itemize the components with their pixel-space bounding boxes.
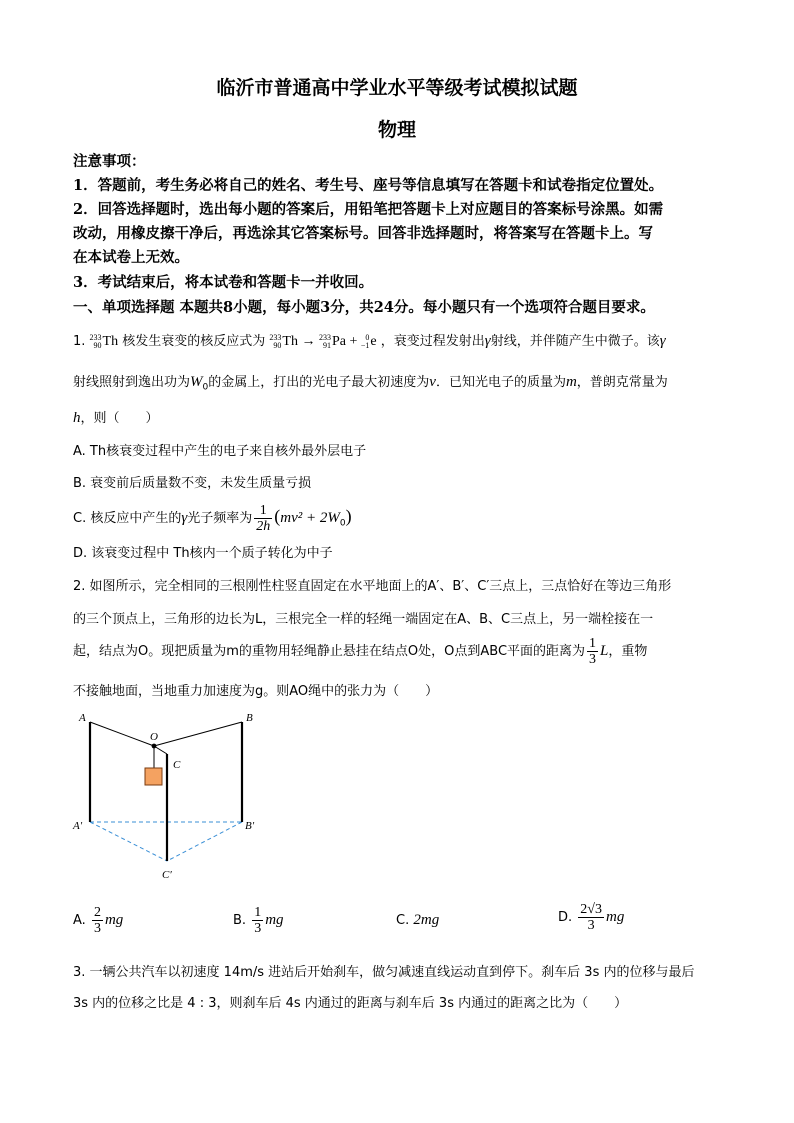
q1-option-a: A. Th核衰变过程中产生的电子来自核外最外层电子 [73, 444, 367, 459]
q3-stem-line2: 3s 内的位移之比是 4 : 3，则刹车后 4s 内通过的距离与刹车后 3s 内通过的距离之比为（ ） [73, 996, 628, 1011]
rope-bo [154, 722, 242, 746]
knot-o [152, 744, 157, 749]
label-o: O [150, 731, 158, 743]
q1-option-b: B. 衰变前后质量数不变，未发生质量亏损 [73, 476, 312, 491]
arrow-icon: → [297, 334, 319, 349]
q1-stem-line3: h，则（ ） [73, 410, 159, 426]
reaction-equation: 233 90Th → 233 91Pa + 0 −1e [269, 333, 377, 351]
notes-item: 1．答题前，考生务必将自己的姓名、考生号、座号等信息填写在答题卡和试卷指定位置处。 [73, 177, 664, 194]
label-a: A [79, 712, 86, 724]
q2-option-c: C. 2mg [396, 912, 440, 928]
label-c: C [173, 759, 181, 771]
label-b-prime: B′ [245, 820, 255, 832]
q2-option-b: B. $\frac{1}{3}$ mg [233, 905, 284, 936]
q2-stem-line2: 的三个顶点上，三角形的边长为L，三根完全一样的轻绳一端固定在A、B、C三点上，另一端栓接在一 [73, 612, 654, 627]
label-b: B [246, 712, 253, 724]
notes-item: 改动，用橡皮擦干净后，再选涂其它答案标号。回答非选择题时，将答案写在答题卡上。写 [73, 225, 653, 242]
notes-item: 在本试卷上无效。 [73, 249, 189, 266]
q1-option-d: D. 该衰变过程中 Th核内一个质子转化为中子 [73, 546, 333, 561]
q2-option-d: D. $\frac{2√3}{3}$ mg [558, 902, 625, 933]
q1-option-c: C. 核反应中产生的γ光子频率为 $\frac{1}{2h}$ $(mv^2 + 2W_0)$ [73, 503, 352, 534]
rope-ao [90, 722, 154, 746]
q2-pillar-diagram [70, 708, 270, 888]
q2-stem-line1: 2. 如图所示，完全相同的三根刚性柱竖直固定在水平地面上的A′、B′、C′三点上，三点恰好在等边三角形 [73, 579, 672, 594]
notes-heading: 注意事项： [73, 153, 146, 170]
q2-stem-line3: 起，结点为O。现把质量为m的重物用轻绳静止悬挂在结点O处，O点到ABC平面的距离为 $\frac{1}{3}$ L，重物 [73, 636, 648, 667]
q1-stem-line2: 射线照射到逸出功为$W_0$的金属上，打出的光电子最大初速度为v．已知光电子的质量为m，普朗克常量为 [73, 374, 668, 393]
weight-block [145, 768, 162, 785]
q2-option-a: A. $\frac{2}{3}$ mg [73, 905, 124, 936]
exam-title: 临沂市普通高中学业水平等级考试模拟试题 [216, 77, 578, 99]
notes-item: 2．回答选择题时，选出每小题的答案后，用铅笔把答题卡上对应题目的答案标号涂黑。如需 [73, 201, 664, 218]
label-a-prime: A′ [73, 820, 83, 832]
label-c-prime: C′ [162, 869, 172, 881]
q2-stem-line4: 不接触地面，当地重力加速度为g。则AO绳中的张力为（ ） [73, 684, 439, 699]
notes-item: 3．考试结束后，将本试卷和答题卡一并收回。 [73, 274, 374, 291]
subject-title: 物理 [377, 119, 416, 141]
section-heading: 一、单项选择题 本题共8小题，每小题3分，共24分。每小题只有一个选项符合题目要求。 [73, 299, 655, 316]
base-edge-bc [167, 822, 242, 861]
nuclide-th: 233 90Th [89, 333, 119, 351]
q3-stem-line1: 3. 一辆公共汽车以初速度 14m/s 进站后开始刹车，做匀减速直线运动直到停下。刹车后 3s 内的位移与最后 [73, 965, 695, 980]
base-edge-ac [90, 822, 167, 861]
q1-stem-line1: 1. 233 90Th 核发生衰变的核反应式为 233 90Th → 233 91Pa + 0 −1e ，衰变过程发射出γ射线，并伴随产生中微子。该γ [73, 327, 666, 355]
